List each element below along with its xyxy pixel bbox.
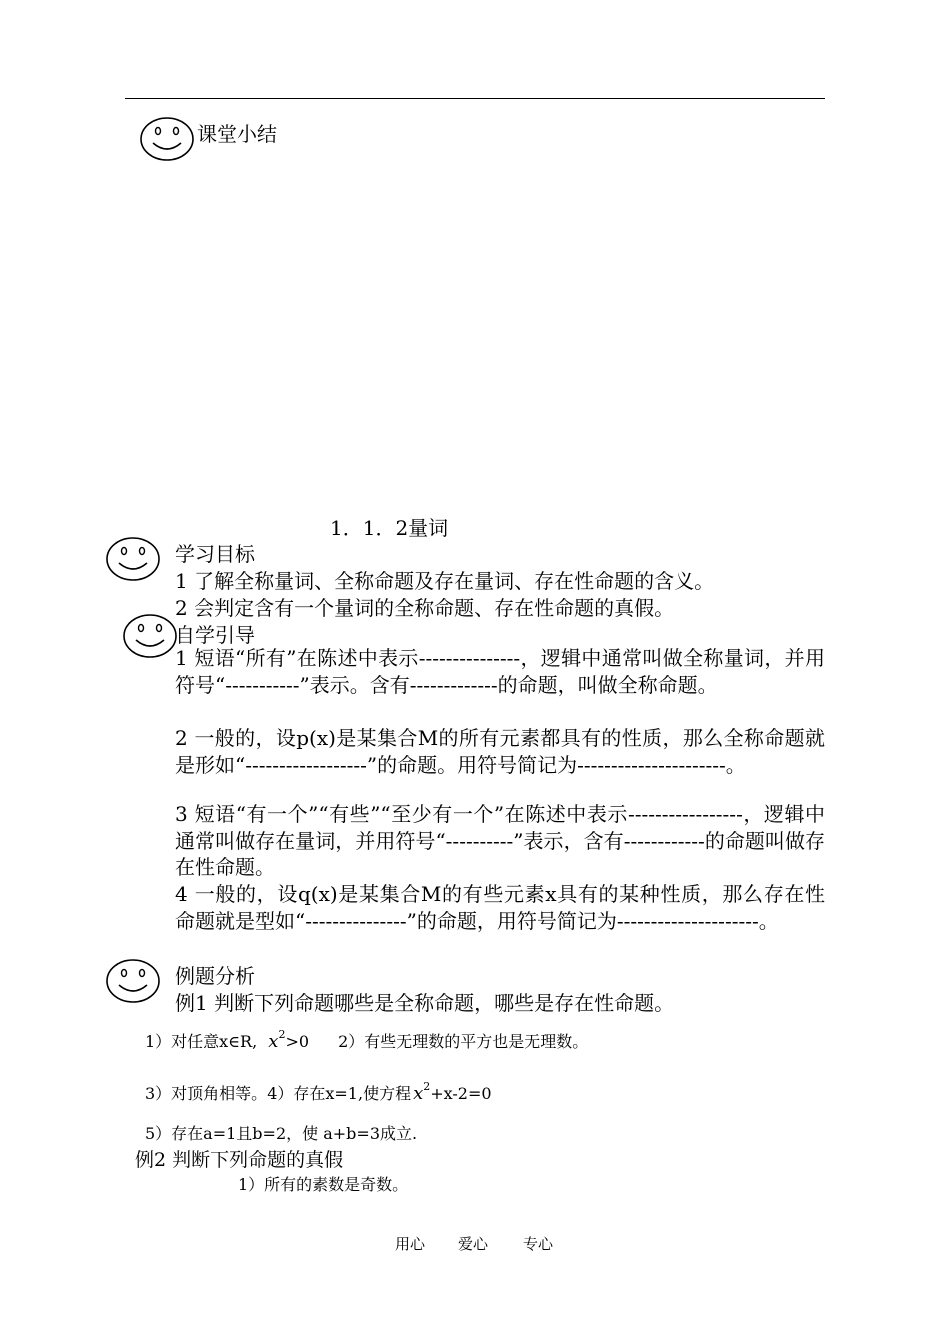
smiley-face-icon [139, 116, 195, 162]
example-1-item-2: 2）有些无理数的平方也是无理数。 [338, 1032, 589, 1051]
guide-paragraph-4: 4 一般的，设q(x)是某集合M的有些元素x具有的某种性质，那么存在性命题就是型如“---------------”的命题，用符号简记为---------------------。 [175, 882, 825, 933]
footer-text-2: 爱心 [458, 1235, 489, 1253]
section-title-summary: 课堂小结 [197, 122, 277, 146]
smiley-face-icon [105, 536, 161, 582]
examples-heading: 例题分析 [175, 964, 255, 988]
example-1-line-2 [145, 1081, 492, 1104]
example-1-item-4-suffix: +x-2=0 [430, 1084, 492, 1103]
example-1-item-1-prefix: 1）对任意x∈R, [145, 1032, 258, 1051]
guide-paragraph-1: 1 短语“所有”在陈述中表示---------------，逻辑中通常叫做全称量词，并用符号“-----------”表示。含有-------------的命题，叫做全称命题。 [175, 646, 825, 697]
header-rule [125, 98, 825, 99]
example-1-title: 例1 判断下列命题哪些是全称命题，哪些是存在性命题。 [175, 991, 675, 1015]
example-1-item-1-suffix: >0 [285, 1032, 310, 1051]
example-2-item-1: 1）所有的素数是奇数。 [238, 1175, 409, 1194]
goals-heading: 学习目标 [175, 542, 255, 566]
example-2-title: 例2 判断下列命题的真假 [135, 1149, 344, 1171]
example-1-item-5: 5）存在a=1且b=2，使 a+b=3成立. [145, 1124, 418, 1143]
math-exponent: 2 [278, 1028, 286, 1041]
example-1-line-1 [145, 1029, 588, 1052]
guide-heading: 自学引导 [175, 623, 255, 647]
example-1-item-3: 3）对顶角相等。 [145, 1084, 268, 1103]
example-1-item-4-prefix: 4）存在x=1,使方程 [267, 1084, 412, 1103]
math-exponent: 2 [423, 1080, 431, 1093]
lesson-title: 1．1．2量词 [330, 516, 449, 540]
smiley-face-icon [122, 613, 178, 659]
guide-paragraph-3: 3 短语“有一个”“有些”“至少有一个”在陈述中表示-----------------，逻辑中通常叫做存在量词，并用符号“----------”表示，含有------------的命题叫做存在性命题。 [175, 802, 825, 880]
guide-paragraph-2: 2 一般的，设p(x)是某集合M的所有元素都具有的性质，那么全称命题就是形如“------------------”的命题。用符号简记为----------------------。 [175, 726, 825, 777]
footer-text-3: 专心 [523, 1235, 554, 1253]
smiley-face-icon [105, 958, 161, 1004]
goal-item: 2 会判定含有一个量词的全称命题、存在性命题的真假。 [175, 596, 675, 620]
goal-item: 1 了解全称量词、全称命题及存在量词、存在性命题的含义。 [175, 569, 715, 593]
math-variable-x: x [413, 1083, 424, 1104]
footer-text-1: 用心 [395, 1235, 426, 1253]
math-variable-x: x [268, 1031, 279, 1052]
